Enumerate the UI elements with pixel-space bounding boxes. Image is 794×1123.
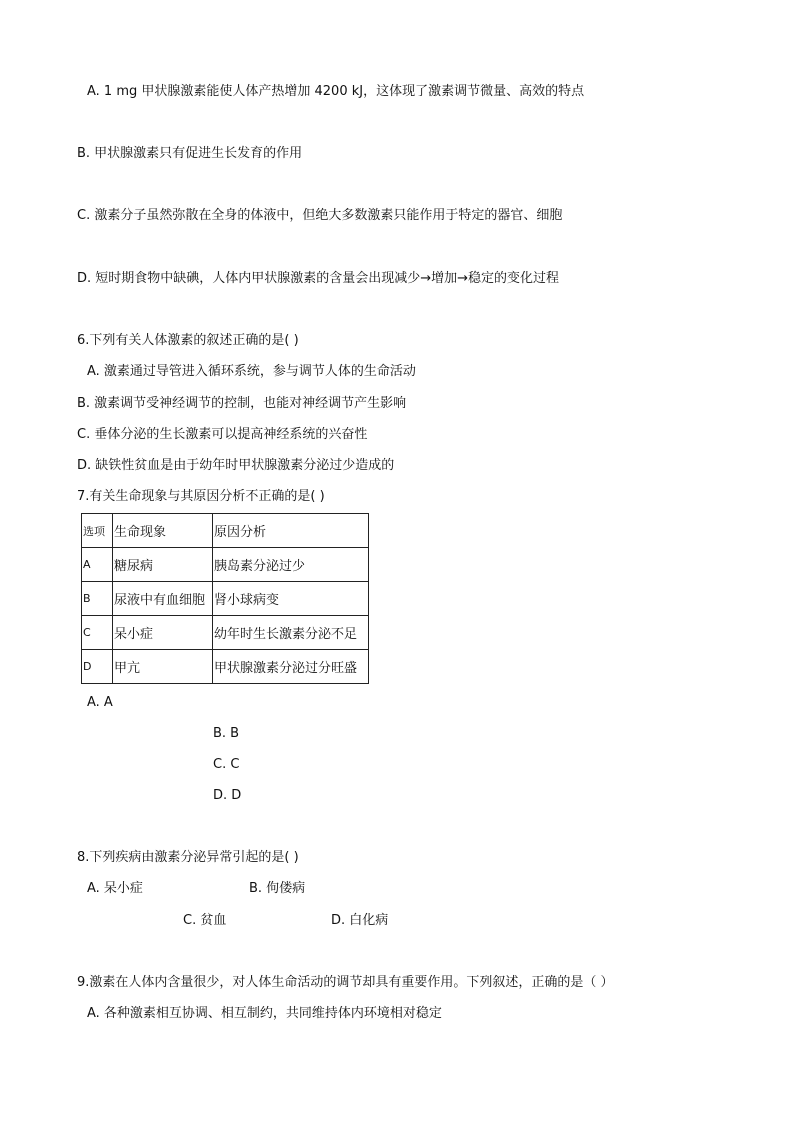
q7-option-a: A. A	[87, 695, 113, 710]
q6-stem: 6.下列有关人体激素的叙述正确的是( )	[77, 333, 299, 348]
table-cell: B	[82, 582, 113, 616]
q8-option-b: B. 佝偻病	[249, 881, 306, 896]
table-row	[82, 616, 369, 650]
table-row	[82, 650, 369, 684]
table-cell: 尿液中有血细胞	[113, 582, 213, 616]
q6-option-a: A. 激素通过导管进入循环系统，参与调节人体的生命活动	[87, 364, 416, 379]
table-cell: D	[82, 650, 113, 684]
table-cell: C	[82, 616, 113, 650]
table-header-cell: 生命现象	[113, 514, 213, 548]
q9-option-a: A. 各种激素相互协调、相互制约，共同维持体内环境相对稳定	[87, 1006, 442, 1021]
table-header-cell: 原因分析	[213, 514, 369, 548]
q5-option-d: D. 短时期食物中缺碘，人体内甲状腺激素的含量会出现减少→增加→稳定的变化过程	[77, 271, 560, 286]
table-header-cell: 选项	[82, 514, 113, 548]
q5-option-b: B. 甲状腺激素只有促进生长发育的作用	[77, 146, 303, 161]
q5-option-c: C. 激素分子虽然弥散在全身的体液中，但绝大多数激素只能作用于特定的器官、细胞	[77, 208, 563, 223]
q6-option-d: D. 缺铁性贫血是由于幼年时甲状腺激素分泌过少造成的	[77, 458, 395, 473]
table-cell: 肾小球病变	[213, 582, 369, 616]
q7-table	[81, 513, 369, 684]
q7-stem: 7.有关生命现象与其原因分析不正确的是( )	[77, 489, 325, 504]
q6-option-c: C. 垂体分泌的生长激素可以提高神经系统的兴奋性	[77, 427, 368, 442]
table-cell: 幼年时生长激素分泌不足	[213, 616, 369, 650]
q9-stem: 9.激素在人体内含量很少，对人体生命活动的调节却具有重要作用。下列叙述，正确的是（ ）	[77, 975, 614, 990]
q7-option-b: B. B	[213, 726, 240, 741]
q8-option-c: C. 贫血	[183, 913, 227, 928]
table-cell: 呆小症	[113, 616, 213, 650]
table-cell: 甲亢	[113, 650, 213, 684]
q8-option-a: A. 呆小症	[87, 881, 143, 896]
table-cell: 糖尿病	[113, 548, 213, 582]
table-cell: 甲状腺激素分泌过分旺盛	[213, 650, 369, 684]
q5-option-a: A. 1 mg 甲状腺激素能使人体产热增加 4200 kJ，这体现了激素调节微量、高效的特点	[87, 84, 585, 99]
q8-option-d: D. 白化病	[331, 913, 389, 928]
table-header-row	[82, 514, 369, 548]
q6-option-b: B. 激素调节受神经调节的控制，也能对神经调节产生影响	[77, 396, 407, 411]
q7-option-d: D. D	[213, 788, 242, 803]
q7-option-c: C. C	[213, 757, 240, 772]
table-cell: 胰岛素分泌过少	[213, 548, 369, 582]
table-cell: A	[82, 548, 113, 582]
table-row	[82, 582, 369, 616]
table-row	[82, 548, 369, 582]
q8-stem: 8.下列疾病由激素分泌异常引起的是( )	[77, 850, 299, 865]
